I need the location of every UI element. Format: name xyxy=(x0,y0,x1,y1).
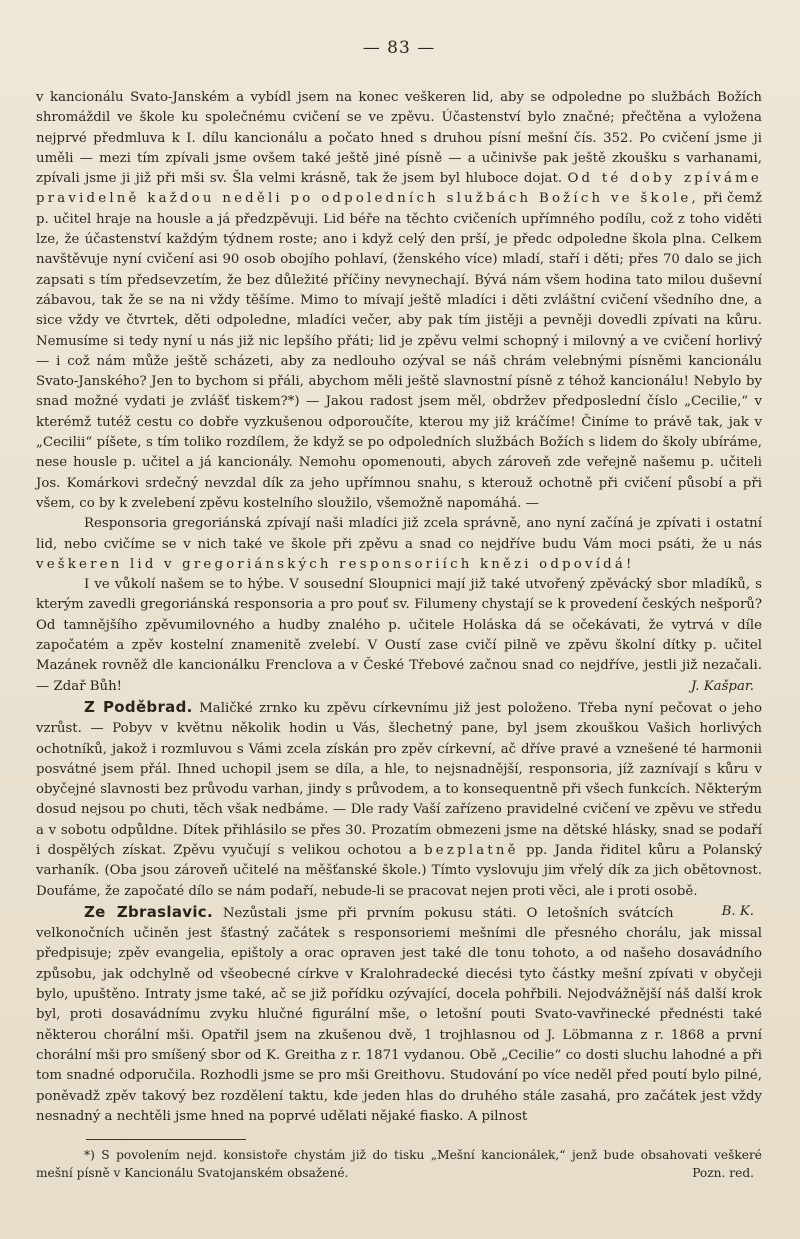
footnote xyxy=(36,1146,762,1182)
paragraph-p1 xyxy=(36,88,762,514)
spaced-emphasis-text: bezplatně xyxy=(424,842,519,858)
paragraph-text: v kancionálu Svato-Janském a vybídl jsem na konec veškeren lid, aby se odpoledne po službách Božích shromáždil ve škole ku společnému cvičení se ve zpěvu. Účastenství bylo značné; přečtěna a vyložena nejprvé předmluva k I. dílu kancionálu a počato hned s druhou písní mešní čís. 352. Po cvičení jsme ji uměli — mezi tím zpívali jsme ovšem také ještě jiné písně — a učinivše pak ještě zkoušku s varhanami, zpívali jsme ji již při mši sv. Šla velmi krásně, tak že jsem byl hluboce dojat. xyxy=(36,90,762,187)
paragraph-p5 xyxy=(36,902,762,1127)
paragraph-text: Maličké zrnko ku zpěvu církevnímu již jest položeno. Třeba nyní pečovat o jeho vzrůst. — Pobyv v květnu několik hodin u Vás, šlechetný pane, byl jsem zkouškou Vašich horlivých ochotníků, jakož i rozmluvou s Vámi zcela získán pro zpěv církevní, ač dříve pravé a vznešené té harmonii posvátné jsem přál. Ihned uchopil jsem se díla, a hle, to nejsnadnější, responsoria, jíž zaznívají s kůru v obyčejné slavnosti bez průvodu varhan, jindy s průvodem, a to konsequentně při všech funkcích. Některým dosud nejsou po chuti, těch však nedbáme. — Dle rady Vaší zařízeno pravidelné cvičení ve zpěvu ve středu a v sobotu odpůldne. Dítek přihlásilo se přes 30. Prozatím obmezeni jsme na dětské hlásky, snad se podaří i dospělých získat. Zpěvu vyučují s velikou ochotou a xyxy=(36,700,762,858)
section-heading: Ze Zbraslavic. xyxy=(84,902,213,921)
paragraph-text: při čemž p. učitel hraje na housle a já předzpěvuji. Lid béře na těchto cvičeních upřímného podílu, což z toho viděti lze, že účastenství každým týdnem roste; ano i když celý den prší, je předc odpoledne škola plna. Celkem navštěvuje nyní cvičení asi 90 osob obojího pohlaví, (ženského více) mladí, staří i děti; přes 70 dalo se jich zapsati s tím předsevzetím, že bez důležité příčiny nevynechají. Bývá nám všem hodina tato milou duševní zábavou, tak že se na ni vždy těšíme. Mimo to mívají ještě mladíci i děti zvláštní cvičení všedního dne, a sice vždy ve čtvrtek, děti odpoledne, mladíci večer, aby pak tím jistěji a pevněji dovedli zpívati na kůru. Nemusíme si tedy nyní u nás již nic lepšího přáti; lid je zpěvu velmi schopný i milovný a ve cvičení horlivý — i což nám může ještě scházeti, aby za nedlouho ozýval se náš chrám velebnými písněmi kancionálu Svato-Janského? Jen to bychom si přáli, abychom měli ještě slavnostní písně z téhož kancionálu! Nebylo by snad možné vydati je zvlášť tiskem?*) — Jakou radost jsem měl, obdržev předposlední číslo „Cecilie,“ v kterémž tutéž cestu co dobře vyzkušenou odporoučíte, kterou my již kráčíme! Činíme to právě tak, jak v „Cecilii“ píšete, s tím toliko rozdílem, že když se po odpoledních službách Božích s lidem do školy ubíráme, nese housle p. učitel a já kancionály. Nemohu opomenouti, abych zároveň zde veřejně našemu p. učiteli Jos. Komárkovi srdečný nevzdal dík za jeho upřímnou snahu, s kterouž ochotně při cvičení působí a při všem, co by k zvelebení zpěvu kostelního sloužilo, všemožně napomáhá. — xyxy=(36,191,762,511)
paragraph-text: Nezůstali jsme při prvním pokusu státi. O letošních svátcích velkonočních učiněn jest šťastný začátek s responsoriemi mešními dle přesného chorálu, jak missal předpisuje; zpěv evangelia, epištoly a orac opraven jest také dle tonu tohoto, a od našeho dosavádního způsobu, jak odchylně od všeobecné církve v Kralohradecké diecési tyto částky mešní zpívati v obyčeji bylo, upuštěno. Intraty jsme také, ač se již pořídku ozývající, docela pohřbili. Nejodvážnější náš další krok byl, proti dosavádnímu zvyku hlučné figurální mše, o letošní pouti Svato-vavřinecké přednésti také některou chorální mši. Opatřil jsem na zkušenou dvě, 1 trojhlasnou od J. Löbmanna z r. 1868 a první chorální mši pro smíšený sbor od K. Greitha z r. 1871 vydanou. Obě „Cecilie“ co dosti sluchu lahodné a při tom snadné odporučila. Rozhodli jsme se pro mši Greithovu. Studování po více neděl před poutí bylo pilné, poněvadž zpěv takový bez rozdělení taktu, kde jeden hlas do druhého stále zasahá, pro začátek jest vždy nesnadný a nechtěli jsme hned na poprvé udělati nějaké fiasko. A pilnost xyxy=(36,905,762,1124)
footnote-divider xyxy=(86,1139,246,1140)
spaced-emphasis-text: Od té doby zpíváme pravidelně každou neděli po odpoledních službách Božích ve škole, xyxy=(36,171,762,207)
footnote-sign: Pozn. red. xyxy=(692,1166,754,1181)
spaced-emphasis-text: veškeren lid v gregoriánských responsoriích knězi odpovídá! xyxy=(36,556,635,572)
section-heading: Z Poděbrad. xyxy=(84,697,193,716)
author-signature: J. Kašpar. xyxy=(691,678,754,694)
paragraph-text: pp. Janda řiditel kůru a Polanský varhaník. (Oba jsou zároveň učitelé na měšťanské škole.) Tímto vyslovuju jim vřelý dík za jich obětovnost. Doufáme, že započaté dílo se nám podaří, nebude-li se pracovat nejen proti věci, ale i proti osobě. xyxy=(36,842,763,899)
paragraph-text: I ve vůkolí našem se to hýbe. V sousední Sloupnici mají již také utvořený zpěvácký sbor mladíků, s kterým zavedli gregoriánská responsoria a pro pouť sv. Filumeny chystají se k provedení českých nešporů? Od tamnějšího zpěvumilovného a hudby znalého p. učitele Holáska dá se očekávati, že vytrvá v díle započatém a zpěv kostelní znamenitě zvelebí. V Oustí zase cvičí pilně ve zpěvu školní dítky p. učitel Mazánek rovněž dle kancionálku Frenclova a v České Třebové začnou snad co nejdříve, jestli již nezačali. — Zdař Bůh! xyxy=(36,577,762,694)
footnote-text: *) S povolením nejd. konsistoře chystám již do tisku „Mešní kancionálek,“ jenž bude obsahovati veškeré mešní písně v Kancionálu Svatojanském obsažené. xyxy=(36,1148,762,1181)
paragraph-text: Responsoria gregoriánská zpívají naši mladíci již zcela správně, ano nyní začíná je zpívati i ostatní lid, nebo cvičíme se v nich také ve škole při zpěvu a snad co nejdříve budu Vám moci psáti, že u nás xyxy=(36,516,762,552)
article-body xyxy=(36,88,762,1127)
paragraph-p3 xyxy=(36,575,762,697)
author-signature: B. K. xyxy=(721,903,754,919)
page-number: — 83 — xyxy=(362,38,436,58)
paragraph-p2 xyxy=(36,514,762,575)
